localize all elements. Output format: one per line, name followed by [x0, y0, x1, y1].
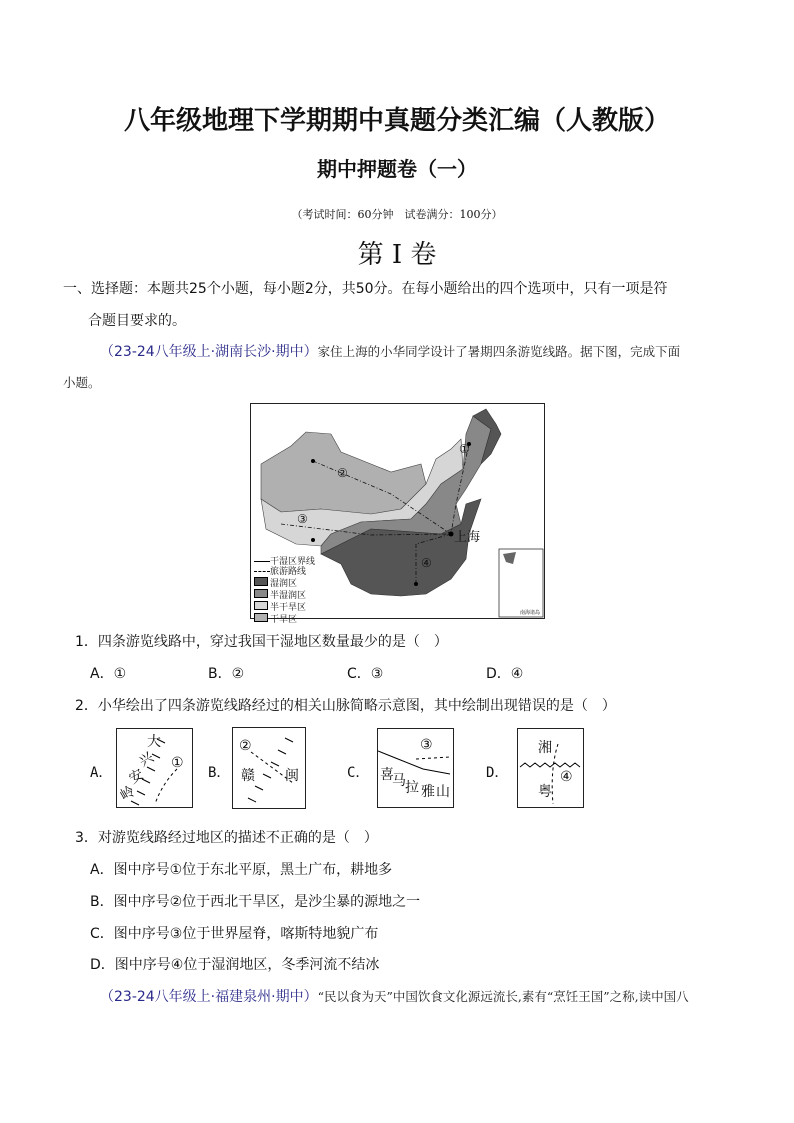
group-2-text: “民以食为天”中国饮食文化源远流长,素有“烹饪王国”之称,读中国八	[317, 989, 689, 1004]
question-1-stem: 1．四条游览线路中，穿过我国干湿地区数量最少的是（ ）	[75, 634, 448, 650]
china-dry-wet-map	[250, 403, 545, 625]
section-instruction: 一、选择题：本题共25个小题，每小题2分，共50分。在每小题给出的四个选项中，只有一项是符	[63, 281, 668, 297]
exam-info: （考试时间：60分钟 试卷满分：100分）	[291, 208, 503, 221]
q1-option-a: A．①	[90, 666, 127, 682]
q1-option-b: B．②	[208, 666, 245, 682]
q2-figure-d: 湘 粤 ④	[517, 728, 584, 808]
legend-boundary: 干湿区界线	[254, 557, 315, 567]
q3-option-b: B．图中序号②位于西北干旱区，是沙尘暴的源地之一	[90, 894, 421, 910]
group-text-cont: 小题。	[63, 375, 101, 390]
q3-option-d: D．图中序号④位于湿润地区，冬季河流不结冰	[90, 957, 380, 973]
document-subtitle: 期中押题卷（一）	[317, 157, 477, 181]
q2-figure-b: ② 赣 闽	[232, 727, 306, 809]
q2-figure-c: ③ 喜 马 拉 雅 山	[377, 728, 454, 808]
q2-option-c: C．	[347, 765, 370, 781]
question-3-stem: 3．对游览线路经过地区的描述不正确的是（ ）	[75, 830, 378, 846]
legend-semi-arid: 半干旱区	[254, 601, 315, 613]
q2-option-b: B．	[208, 765, 231, 781]
question-source-2: （23-24八年级上·福建泉州·期中）	[100, 989, 318, 1005]
legend-arid: 干旱区	[254, 613, 315, 625]
route-label-1: ①	[459, 442, 470, 456]
route-label-4: ④	[421, 556, 432, 570]
question-2-stem: 2．小华绘出了四条游览线路经过的相关山脉简略示意图，其中绘制出现错误的是（ ）	[75, 698, 616, 714]
route-label-3: ③	[297, 512, 308, 526]
q3-option-c: C．图中序号③位于世界屋脊，喀斯特地貌广布	[90, 926, 379, 942]
volume-heading: 第 I 卷	[357, 240, 437, 270]
q1-option-c: C．③	[347, 666, 384, 682]
legend-humid: 湿润区	[254, 577, 315, 589]
group-2-intro	[100, 986, 689, 1006]
section-instruction-cont: 合题目要求的。	[88, 313, 186, 329]
document-title: 八年级地理下学期期中真题分类汇编（人教版）	[123, 106, 670, 136]
city-label-shanghai: 上海	[454, 530, 481, 545]
q2-option-a: A．	[90, 765, 113, 781]
route-label-2: ②	[337, 466, 348, 480]
legend-semi-humid: 半湿润区	[254, 589, 315, 601]
question-source: （23-24八年级上·湖南长沙·期中）	[100, 344, 318, 360]
q3-option-a: A．图中序号①位于东北平原，黑土广布，耕地多	[90, 862, 393, 878]
q2-figure-a: 大 兴 安 岭 ①	[116, 728, 193, 808]
inset-label: 南海诸岛	[520, 610, 541, 616]
q2-option-d: D．	[486, 765, 509, 781]
map-legend	[254, 557, 315, 625]
group-intro	[100, 341, 680, 361]
legend-route: 旅游路线	[254, 567, 315, 577]
q1-option-d: D．④	[486, 666, 524, 682]
group-text: 家住上海的小华同学设计了暑期四条游览线路。据下图，完成下面	[317, 344, 681, 359]
